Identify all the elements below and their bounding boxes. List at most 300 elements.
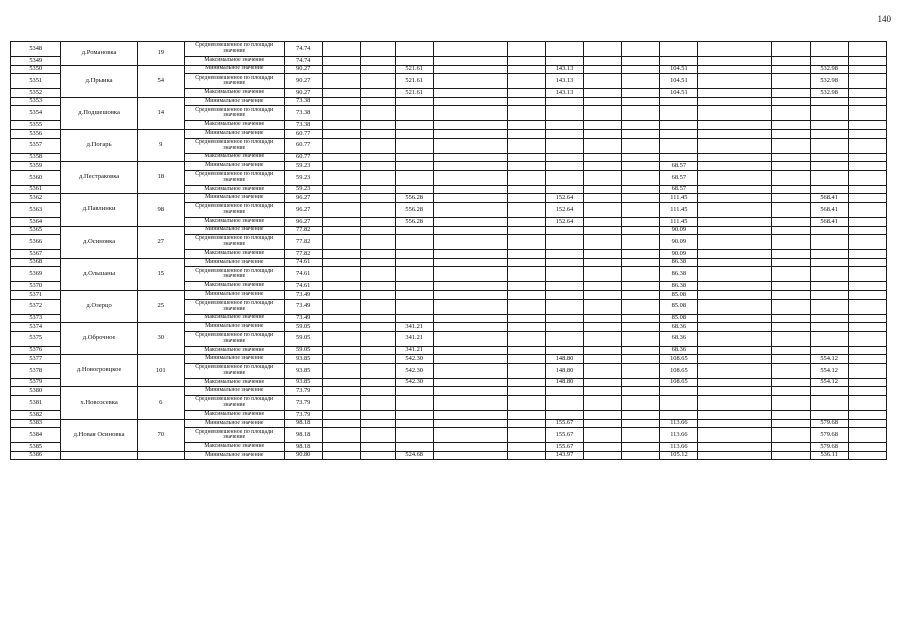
value-cell — [507, 411, 545, 420]
value-cell — [507, 314, 545, 323]
value-cell — [545, 411, 583, 420]
value-cell — [433, 235, 507, 250]
value-type-label: Средневзвешенное по площади значение — [184, 396, 284, 411]
value-cell — [848, 267, 886, 282]
value-cell — [360, 363, 395, 378]
value-cell — [545, 106, 583, 121]
value-cell — [433, 185, 507, 194]
value-cell — [622, 74, 660, 89]
value-cell — [507, 355, 545, 364]
value-cell — [810, 299, 848, 314]
value-cell — [622, 363, 660, 378]
value-cell — [622, 57, 660, 66]
value-cell — [584, 363, 622, 378]
value-cell — [545, 170, 583, 185]
value-cell — [360, 378, 395, 387]
value-cell — [848, 194, 886, 203]
table-row — [11, 194, 887, 203]
value-cell — [395, 42, 433, 57]
value-cell — [584, 331, 622, 346]
settlement-name: д.Ольшаны — [61, 258, 137, 290]
value-cell — [772, 65, 810, 74]
settlement-count: 15 — [137, 258, 184, 290]
row-id: 5377 — [11, 355, 61, 364]
value-cell — [622, 138, 660, 153]
value-cell — [433, 202, 507, 217]
value-cell — [322, 451, 360, 460]
value-cell — [507, 217, 545, 226]
value-cell — [698, 346, 772, 355]
value-cell — [622, 411, 660, 420]
value-cell — [395, 419, 433, 428]
value-cell — [622, 290, 660, 299]
value-cell — [772, 121, 810, 130]
value-cell — [433, 355, 507, 364]
value-type-label: Минимальное значение — [184, 355, 284, 364]
value-cell — [810, 258, 848, 267]
table-row — [11, 129, 887, 138]
value-cell — [507, 153, 545, 162]
settlement-count: 54 — [137, 65, 184, 97]
value-cell — [584, 428, 622, 443]
value-cell — [360, 250, 395, 259]
settlement-count: 6 — [137, 387, 184, 419]
value-cell — [584, 355, 622, 364]
value-cell — [322, 314, 360, 323]
value-cell: 74.74 — [284, 42, 322, 57]
value-cell — [622, 235, 660, 250]
value-cell — [810, 106, 848, 121]
value-cell: 568.41 — [810, 217, 848, 226]
value-cell — [395, 299, 433, 314]
value-cell — [584, 299, 622, 314]
value-cell: 96.27 — [284, 217, 322, 226]
settlement-count: 27 — [137, 226, 184, 258]
value-cell — [584, 267, 622, 282]
value-cell — [545, 121, 583, 130]
value-cell — [322, 443, 360, 452]
value-cell — [322, 299, 360, 314]
value-cell — [698, 129, 772, 138]
value-cell — [507, 65, 545, 74]
value-cell — [433, 314, 507, 323]
value-cell — [848, 258, 886, 267]
value-cell — [507, 419, 545, 428]
value-cell — [810, 129, 848, 138]
value-cell — [360, 42, 395, 57]
value-cell — [622, 106, 660, 121]
value-cell — [622, 217, 660, 226]
value-cell — [433, 258, 507, 267]
value-cell — [433, 97, 507, 106]
row-id: 5350 — [11, 65, 61, 74]
value-cell: 155.67 — [545, 443, 583, 452]
value-cell — [360, 258, 395, 267]
settlement-name — [61, 451, 137, 460]
value-type-label: Максимальное значение — [184, 378, 284, 387]
value-cell — [772, 290, 810, 299]
value-cell — [622, 314, 660, 323]
value-cell: 68.36 — [660, 323, 698, 332]
value-cell — [322, 138, 360, 153]
value-cell — [395, 97, 433, 106]
value-cell: 74.61 — [284, 267, 322, 282]
value-cell: 542.30 — [395, 378, 433, 387]
value-cell — [772, 226, 810, 235]
value-cell — [507, 346, 545, 355]
value-cell — [360, 443, 395, 452]
settlement-name: д.Пестраковка — [61, 162, 137, 194]
value-cell — [433, 194, 507, 203]
value-type-label: Средневзвешенное по площади значение — [184, 331, 284, 346]
value-cell — [360, 97, 395, 106]
value-type-label: Максимальное значение — [184, 153, 284, 162]
value-cell — [545, 346, 583, 355]
value-cell — [622, 396, 660, 411]
value-cell: 85.08 — [660, 299, 698, 314]
settlement-count — [137, 451, 184, 460]
table-row — [11, 226, 887, 235]
value-cell — [322, 387, 360, 396]
value-cell — [810, 226, 848, 235]
value-cell: 90.27 — [284, 65, 322, 74]
value-cell — [698, 138, 772, 153]
value-cell — [545, 42, 583, 57]
value-cell — [848, 355, 886, 364]
value-cell: 341.21 — [395, 331, 433, 346]
value-cell — [810, 331, 848, 346]
value-cell — [322, 363, 360, 378]
value-cell — [698, 331, 772, 346]
settlement-count: 98 — [137, 194, 184, 226]
value-cell — [322, 346, 360, 355]
value-cell — [360, 346, 395, 355]
value-cell — [322, 428, 360, 443]
value-cell — [772, 170, 810, 185]
value-cell: 90.27 — [284, 89, 322, 98]
value-cell — [584, 106, 622, 121]
value-cell — [698, 65, 772, 74]
value-cell — [395, 106, 433, 121]
value-cell — [433, 378, 507, 387]
settlement-name: д.Оброчное — [61, 323, 137, 355]
value-cell — [360, 185, 395, 194]
value-cell: 104.51 — [660, 74, 698, 89]
value-cell — [584, 138, 622, 153]
value-cell — [698, 428, 772, 443]
value-cell — [810, 42, 848, 57]
table-row — [11, 387, 887, 396]
value-cell — [848, 428, 886, 443]
value-cell — [772, 346, 810, 355]
value-cell — [360, 121, 395, 130]
value-cell — [395, 121, 433, 130]
value-cell — [772, 217, 810, 226]
settlement-count: 70 — [137, 419, 184, 451]
value-cell — [772, 258, 810, 267]
value-cell: 113.66 — [660, 428, 698, 443]
value-cell: 542.30 — [395, 363, 433, 378]
value-cell: 554.12 — [810, 355, 848, 364]
value-cell — [810, 411, 848, 420]
value-type-label: Минимальное значение — [184, 194, 284, 203]
value-cell — [848, 97, 886, 106]
value-cell — [433, 170, 507, 185]
value-cell — [772, 323, 810, 332]
value-cell: 108.65 — [660, 355, 698, 364]
value-cell — [622, 121, 660, 130]
row-id: 5369 — [11, 267, 61, 282]
value-cell — [507, 170, 545, 185]
value-cell — [360, 299, 395, 314]
value-cell — [772, 42, 810, 57]
value-cell — [322, 267, 360, 282]
value-cell — [810, 170, 848, 185]
value-cell — [360, 355, 395, 364]
settlement-name: д.Романовка — [61, 42, 137, 66]
value-cell — [660, 97, 698, 106]
value-cell — [507, 290, 545, 299]
value-cell — [622, 153, 660, 162]
value-cell — [698, 282, 772, 291]
value-cell — [584, 170, 622, 185]
value-cell — [810, 250, 848, 259]
value-type-label: Минимальное значение — [184, 226, 284, 235]
value-cell — [395, 282, 433, 291]
value-cell — [360, 323, 395, 332]
value-type-label: Средневзвешенное по площади значение — [184, 74, 284, 89]
row-id: 5385 — [11, 443, 61, 452]
value-cell: 74.61 — [284, 258, 322, 267]
value-cell — [698, 162, 772, 171]
value-cell — [848, 419, 886, 428]
value-cell: 579.68 — [810, 428, 848, 443]
value-cell — [772, 185, 810, 194]
value-type-label: Максимальное значение — [184, 346, 284, 355]
value-cell — [433, 106, 507, 121]
value-cell — [810, 396, 848, 411]
value-cell — [622, 202, 660, 217]
value-cell — [660, 129, 698, 138]
value-cell — [584, 451, 622, 460]
value-cell: 148.80 — [545, 378, 583, 387]
value-cell — [360, 153, 395, 162]
value-cell — [848, 290, 886, 299]
value-cell — [848, 323, 886, 332]
value-cell — [622, 419, 660, 428]
value-cell — [622, 378, 660, 387]
value-cell — [848, 65, 886, 74]
value-cell — [433, 299, 507, 314]
value-cell — [395, 290, 433, 299]
value-type-label: Максимальное значение — [184, 89, 284, 98]
value-cell — [545, 331, 583, 346]
value-type-label: Максимальное значение — [184, 250, 284, 259]
value-cell — [395, 138, 433, 153]
value-cell — [545, 235, 583, 250]
value-cell — [507, 258, 545, 267]
row-id: 5352 — [11, 89, 61, 98]
value-type-label: Средневзвешенное по площади значение — [184, 42, 284, 57]
value-cell — [772, 202, 810, 217]
row-id: 5373 — [11, 314, 61, 323]
value-cell — [395, 387, 433, 396]
value-cell — [772, 355, 810, 364]
value-cell — [360, 226, 395, 235]
table-row — [11, 42, 887, 57]
value-cell — [772, 396, 810, 411]
value-cell — [772, 331, 810, 346]
value-cell — [322, 355, 360, 364]
value-cell — [584, 185, 622, 194]
value-cell — [622, 346, 660, 355]
value-cell — [772, 57, 810, 66]
value-cell — [698, 185, 772, 194]
value-cell: 73.49 — [284, 299, 322, 314]
value-type-label: Максимальное значение — [184, 411, 284, 420]
value-cell: 152.64 — [545, 202, 583, 217]
value-type-label: Минимальное значение — [184, 323, 284, 332]
value-cell — [660, 121, 698, 130]
settlement-count: 25 — [137, 290, 184, 322]
value-cell — [772, 387, 810, 396]
value-cell — [698, 226, 772, 235]
value-cell — [395, 235, 433, 250]
value-cell — [507, 363, 545, 378]
value-cell — [622, 443, 660, 452]
value-cell — [433, 138, 507, 153]
value-cell — [360, 235, 395, 250]
value-cell: 59.23 — [284, 185, 322, 194]
value-cell — [622, 250, 660, 259]
row-id: 5367 — [11, 250, 61, 259]
value-cell — [698, 74, 772, 89]
value-cell — [433, 42, 507, 57]
value-cell — [622, 89, 660, 98]
value-cell — [322, 97, 360, 106]
value-cell — [507, 89, 545, 98]
value-cell — [545, 282, 583, 291]
row-id: 5361 — [11, 185, 61, 194]
value-type-label: Средневзвешенное по площади значение — [184, 267, 284, 282]
value-cell: 68.36 — [660, 331, 698, 346]
value-cell — [698, 258, 772, 267]
value-cell — [848, 185, 886, 194]
value-cell — [322, 411, 360, 420]
table-row — [11, 451, 887, 460]
value-cell: 554.12 — [810, 378, 848, 387]
value-cell — [322, 129, 360, 138]
value-cell — [360, 202, 395, 217]
value-cell — [433, 57, 507, 66]
value-cell — [360, 194, 395, 203]
value-cell — [360, 411, 395, 420]
value-cell — [698, 387, 772, 396]
value-cell — [507, 396, 545, 411]
value-cell — [322, 74, 360, 89]
value-cell: 90.27 — [284, 74, 322, 89]
table-row — [11, 355, 887, 364]
row-id: 5382 — [11, 411, 61, 420]
value-cell — [322, 419, 360, 428]
value-cell — [622, 258, 660, 267]
value-cell: 143.97 — [545, 451, 583, 460]
value-cell — [698, 235, 772, 250]
value-type-label: Максимальное значение — [184, 185, 284, 194]
value-cell — [772, 194, 810, 203]
row-id: 5351 — [11, 74, 61, 89]
value-cell — [360, 331, 395, 346]
value-cell — [322, 121, 360, 130]
value-cell — [507, 451, 545, 460]
value-cell — [660, 411, 698, 420]
value-cell — [360, 396, 395, 411]
value-cell — [848, 314, 886, 323]
settlement-count: 19 — [137, 42, 184, 66]
row-id: 5368 — [11, 258, 61, 267]
value-cell — [584, 65, 622, 74]
value-cell: 60.77 — [284, 153, 322, 162]
value-cell — [622, 451, 660, 460]
value-cell — [848, 282, 886, 291]
value-cell — [395, 162, 433, 171]
value-cell — [698, 443, 772, 452]
value-cell — [848, 346, 886, 355]
value-cell — [433, 89, 507, 98]
value-cell — [545, 267, 583, 282]
value-cell — [545, 226, 583, 235]
value-cell — [322, 396, 360, 411]
value-cell — [584, 250, 622, 259]
value-cell — [545, 162, 583, 171]
value-cell: 104.51 — [660, 65, 698, 74]
value-cell — [848, 89, 886, 98]
value-cell — [772, 250, 810, 259]
value-cell: 73.38 — [284, 121, 322, 130]
value-cell — [507, 202, 545, 217]
value-cell — [507, 378, 545, 387]
value-cell — [622, 355, 660, 364]
value-type-label: Максимальное значение — [184, 314, 284, 323]
value-cell — [698, 106, 772, 121]
value-cell — [322, 217, 360, 226]
value-cell: 554.12 — [810, 363, 848, 378]
row-id: 5370 — [11, 282, 61, 291]
value-cell — [545, 387, 583, 396]
settlement-name: д.Новогровцкое — [61, 355, 137, 387]
value-cell — [810, 387, 848, 396]
value-cell: 60.77 — [284, 138, 322, 153]
value-cell — [622, 185, 660, 194]
row-id: 5362 — [11, 194, 61, 203]
value-type-label: Минимальное значение — [184, 258, 284, 267]
value-cell: 521.61 — [395, 74, 433, 89]
value-cell — [848, 299, 886, 314]
row-id: 5374 — [11, 323, 61, 332]
value-cell — [810, 185, 848, 194]
value-cell — [433, 419, 507, 428]
value-cell — [395, 396, 433, 411]
value-cell — [772, 411, 810, 420]
value-cell: 152.64 — [545, 194, 583, 203]
value-cell — [360, 387, 395, 396]
value-cell — [433, 396, 507, 411]
value-cell — [507, 194, 545, 203]
value-cell — [545, 185, 583, 194]
value-cell — [360, 314, 395, 323]
value-cell — [322, 226, 360, 235]
value-cell: 111.45 — [660, 202, 698, 217]
